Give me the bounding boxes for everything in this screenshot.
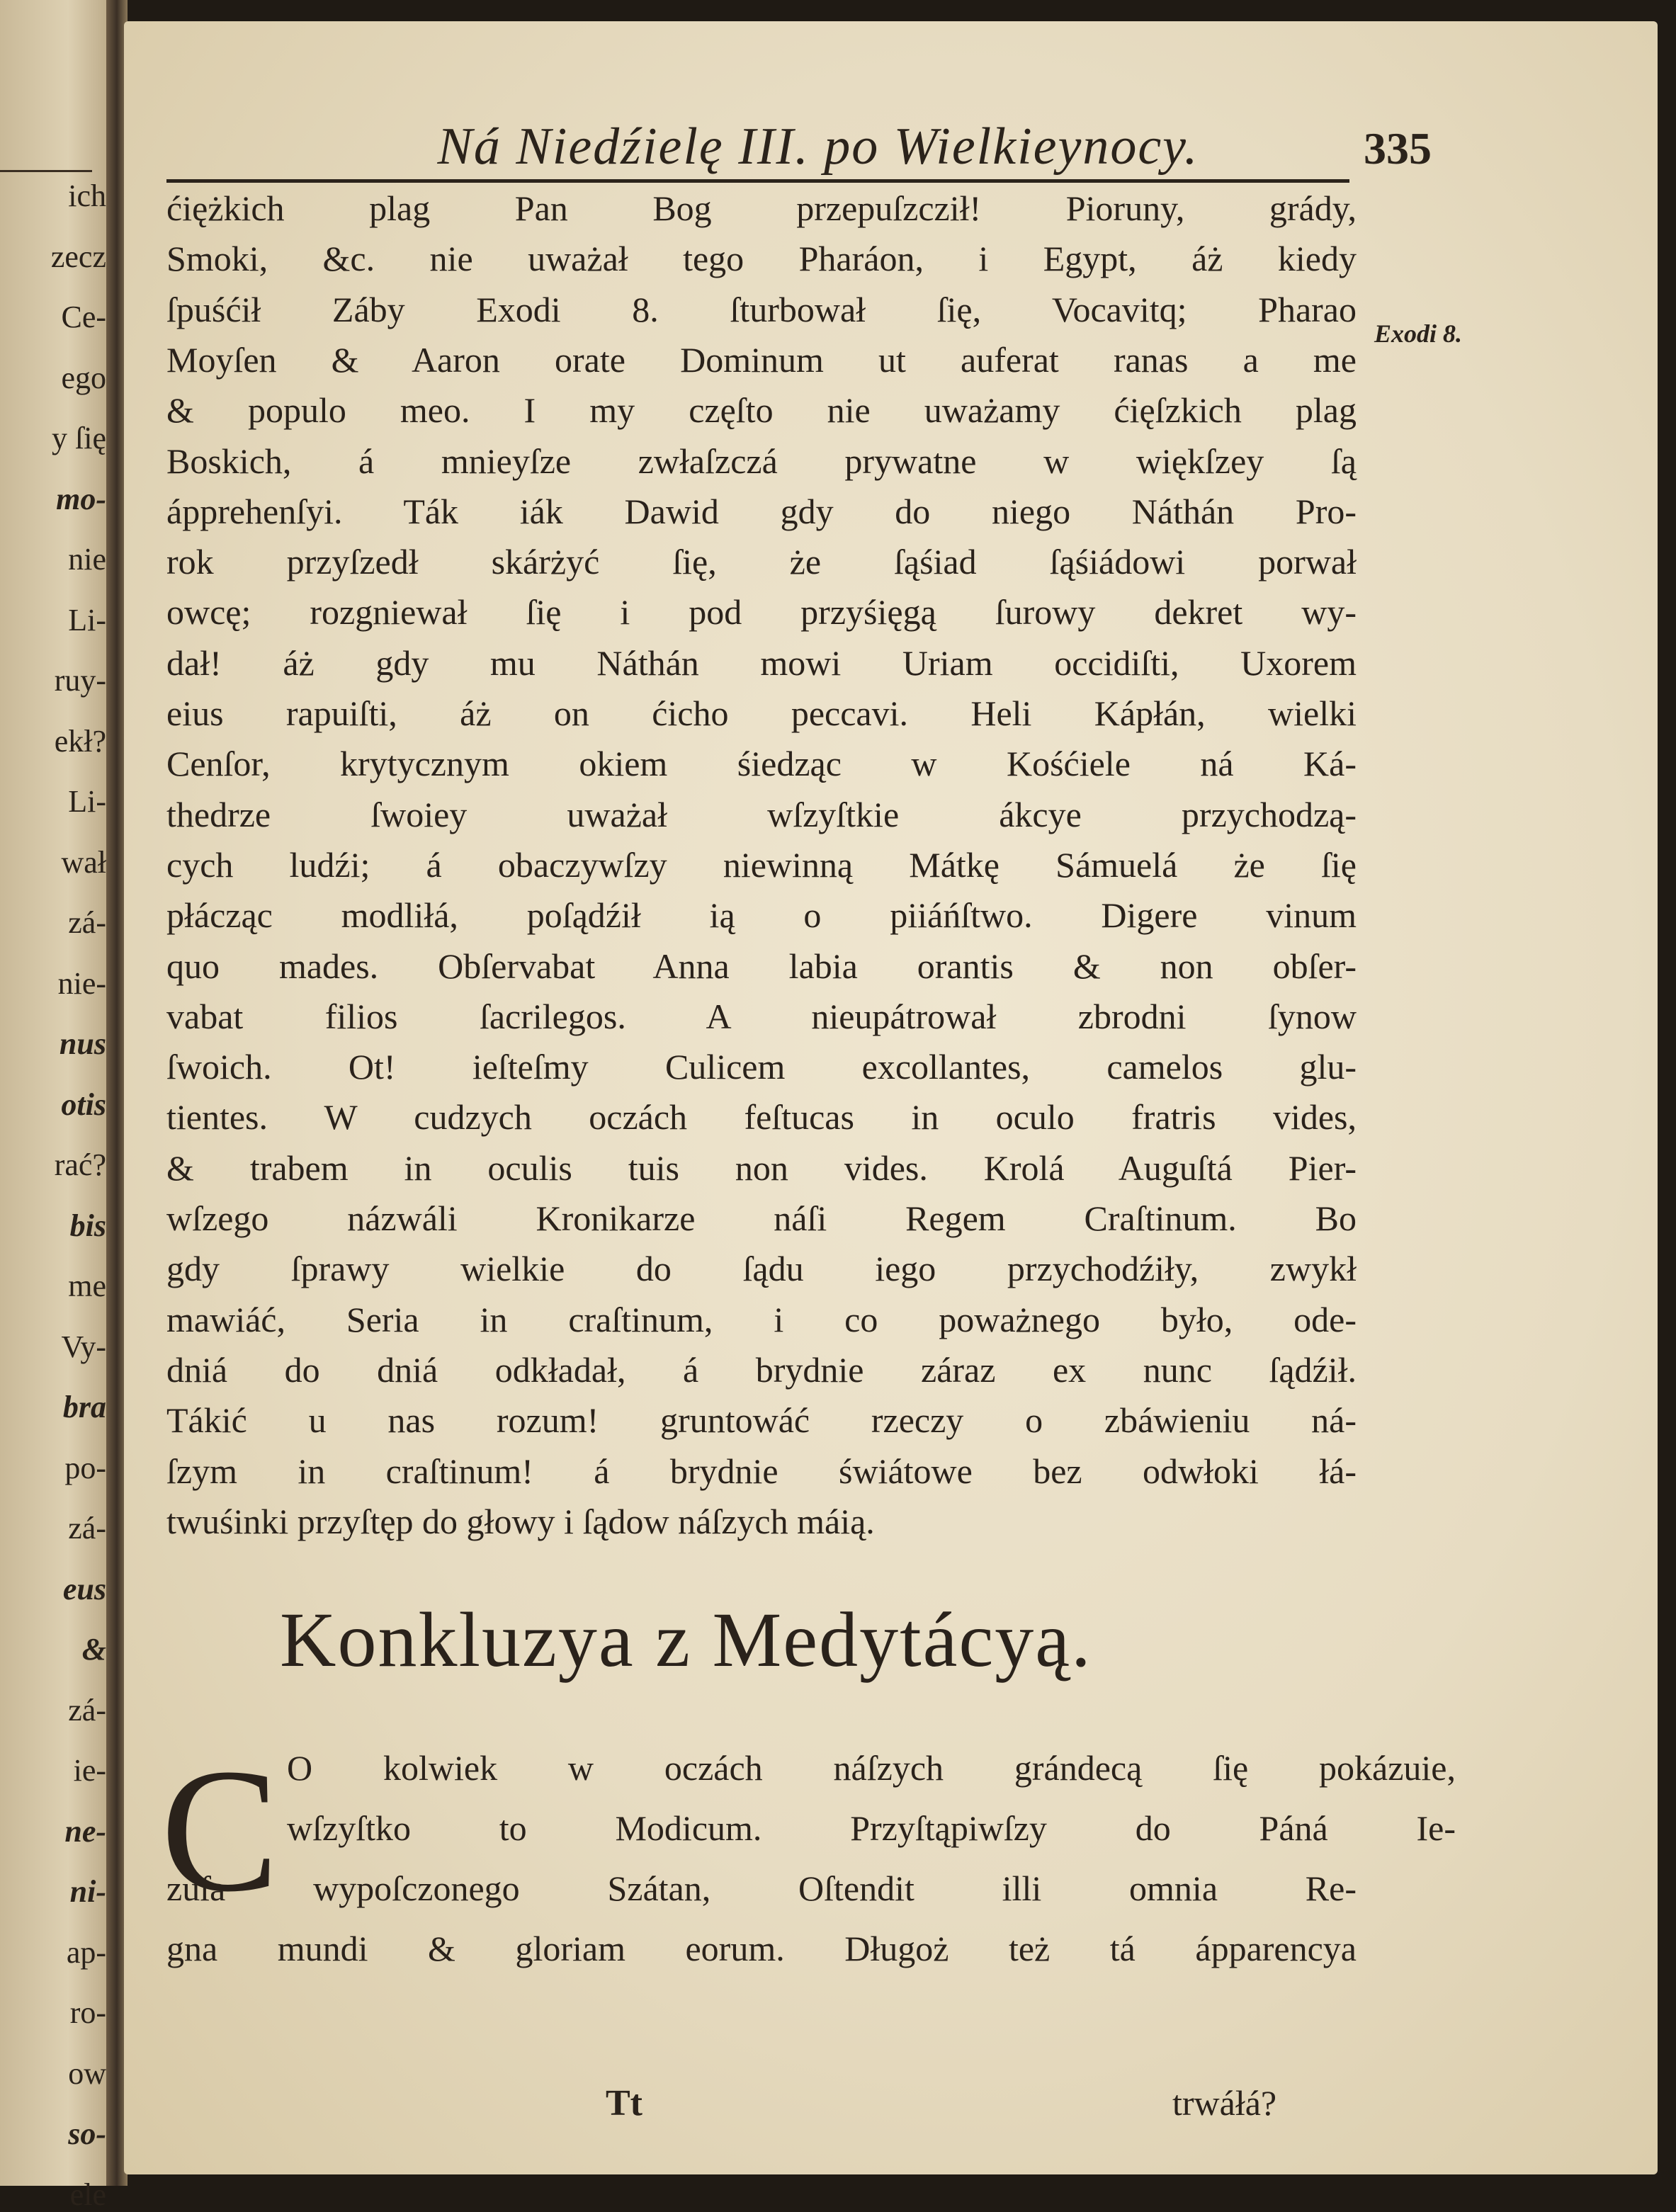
facing-page-fragment: bra <box>62 1390 106 1424</box>
facing-page-fragment: ro- <box>69 1995 106 2030</box>
facing-page-fragment: ele <box>69 2177 106 2212</box>
body-line: thedrze ſwoiey uważał wſzyſtkie ákcye przychodzą- <box>166 794 1357 834</box>
body-line: & populo meo. I my częſto nie uważamy ćięſzkich plag <box>166 390 1357 431</box>
body-line: dniá do dniá odkładał, á brydnie záraz ex nunc ſądźił. <box>166 1349 1357 1390</box>
body-line: Moyſen & Aaron orate Dominum ut auferat ranas a me <box>166 339 1357 380</box>
body-line: ſpuśćił Záby Exodi 8. ſturbował ſię, Vocavitq; Pharao <box>166 289 1357 329</box>
running-head: Ná Niedźielę III. po Wielkieynocy. <box>437 118 1199 176</box>
facing-page-fragment: ie- <box>73 1753 106 1788</box>
facing-page-fragment: ne- <box>64 1813 106 1849</box>
facing-page-fragment: zecz <box>50 239 106 274</box>
conclusion-line: O kolwiek w oczách náſzych grándecą ſię pokázuie, <box>287 1748 1456 1788</box>
facing-page-fragment: ruy- <box>54 663 106 698</box>
signature-mark: Tt <box>606 2083 642 2123</box>
facing-page-fragment: ego <box>61 360 106 395</box>
body-line: owcę; rozgniewał ſię i pod przyśięgą ſurowy dekret wy- <box>166 592 1357 633</box>
body-line: ćiężkich plag Pan Bog przepuſzcził! Pioruny, grády, <box>166 188 1357 228</box>
facing-page-fragment: zá- <box>68 1511 106 1545</box>
facing-page-fragment: otis <box>61 1087 106 1122</box>
body-line: tientes. W cudzych oczách feſtucas in oculo fratris vides, <box>166 1097 1357 1138</box>
body-line: quo mades. Obſervabat Anna labia orantis & non obſer- <box>166 946 1357 986</box>
facing-page-fragment: mo- <box>56 481 106 516</box>
facing-page-fragment: wał <box>61 844 106 880</box>
body-line: eius rapuiſti, áż on ćicho peccavi. Heli Kápłán, wielki <box>166 693 1357 733</box>
body-line: vabat filios ſacrilegos. A nieupátrował zbrodni ſynow <box>166 996 1357 1036</box>
page-number: 335 <box>1364 123 1432 174</box>
section-heading: Konkluzya z Medytácyą. <box>280 1596 1092 1683</box>
body-line: Smoki, &c. nie uważał tego Pharáon, i Egypt, áż kiedy <box>166 239 1357 279</box>
facing-page-fragment: & <box>81 1632 106 1667</box>
catchword: trwáłá? <box>1172 2083 1277 2123</box>
facing-page-fragment: Ce- <box>61 300 106 334</box>
facing-page-fragment: Li- <box>68 784 106 819</box>
facing-page-fragment: po- <box>64 1450 106 1485</box>
facing-page-fragment: nus <box>59 1026 106 1061</box>
body-line: ſwoich. Ot! ieſteſmy Culicem excollantes, camelos glu- <box>166 1047 1357 1087</box>
conclusion-line: gna mundi & gloriam eorum. Długoż też tá ápparencya <box>166 1929 1357 1968</box>
facing-page-fragment: ekł? <box>54 723 106 759</box>
facing-page-fragment: nie- <box>57 965 106 1001</box>
facing-page-fragment: rać? <box>54 1147 106 1182</box>
body-line: Tákić u nas rozum! gruntowáć rzeczy o zbáwieniu ná- <box>166 1400 1357 1441</box>
body-line: Cenſor, krytycznym okiem śiedząc w Kośćiele ná Ká- <box>166 744 1357 784</box>
body-line: rok przyſzedł skárżyć ſię, że ſąśiad ſąśiádowi porwał <box>166 542 1357 582</box>
facing-page-fragment: ow <box>68 2055 106 2091</box>
book-page <box>124 21 1658 2174</box>
facing-page-fragment: zá- <box>68 905 106 940</box>
drop-cap: C <box>161 1732 279 1929</box>
facing-page-fragment: nie <box>68 542 106 577</box>
body-line: cych ludźi; á obaczywſzy niewinną Mátkę Sámuelá że ſię <box>166 844 1357 885</box>
body-line: gdy ſprawy wielkie do ſądu iego przychodźiły, zwykł <box>166 1249 1357 1289</box>
facing-page-fragment: y ſię <box>52 421 106 455</box>
facing-page-fragment: so- <box>68 2116 106 2151</box>
facing-page-fragment: ni- <box>69 1874 106 1909</box>
facing-page-edge <box>0 0 113 2212</box>
marginal-note: Exodi 8. <box>1374 319 1463 348</box>
body-line: płácząc modliłá, poſądźił ią o piiáńſtwo. Digere vinum <box>166 895 1357 936</box>
facing-page-fragment: ap- <box>66 1934 106 1970</box>
facing-page-fragment: ich <box>68 178 106 213</box>
facing-page-fragment: Li- <box>68 602 106 637</box>
body-line: & trabem in oculis tuis non vides. Krolá Auguſtá Pier- <box>166 1147 1357 1188</box>
facing-page-fragment: zá- <box>68 1692 106 1728</box>
conclusion-line: zuſa wypoſczonego Szátan, Oſtendit illi omnia Re- <box>166 1868 1357 1908</box>
page-header <box>124 120 1658 177</box>
body-line: ſzym in craſtinum! á brydnie świátowe bez odwłoki łá- <box>166 1451 1357 1491</box>
facing-page-rule <box>0 170 92 172</box>
body-line: wſzego názwáli Kronikarze náſi Regem Craſtinum. Bo <box>166 1198 1357 1238</box>
conclusion-line: wſzyſtko to Modicum. Przyſtąpiwſzy do Páná Ie- <box>287 1808 1456 1848</box>
facing-page-fragment: me <box>68 1269 106 1303</box>
facing-page-fragment: bis <box>69 1208 106 1243</box>
body-line: ápprehenſyi. Ták iák Dawid gdy do niego Náthán Pro- <box>166 491 1357 531</box>
body-line: Boskich, á mnieyſze zwłaſzczá prywatne w więkſzey ſą <box>166 441 1357 481</box>
body-line: twuśinki przyſtęp do głowy i ſądow náſzych máią. <box>166 1501 875 1541</box>
facing-page-fragment: Vy- <box>61 1329 106 1364</box>
facing-page-fragment: eus <box>62 1571 106 1606</box>
body-line: mawiáć, Seria in craſtinum, i co poważnego było, ode- <box>166 1299 1357 1339</box>
body-line: dał! áż gdy mu Náthán mowi Uriam occidiſti, Uxorem <box>166 642 1357 683</box>
